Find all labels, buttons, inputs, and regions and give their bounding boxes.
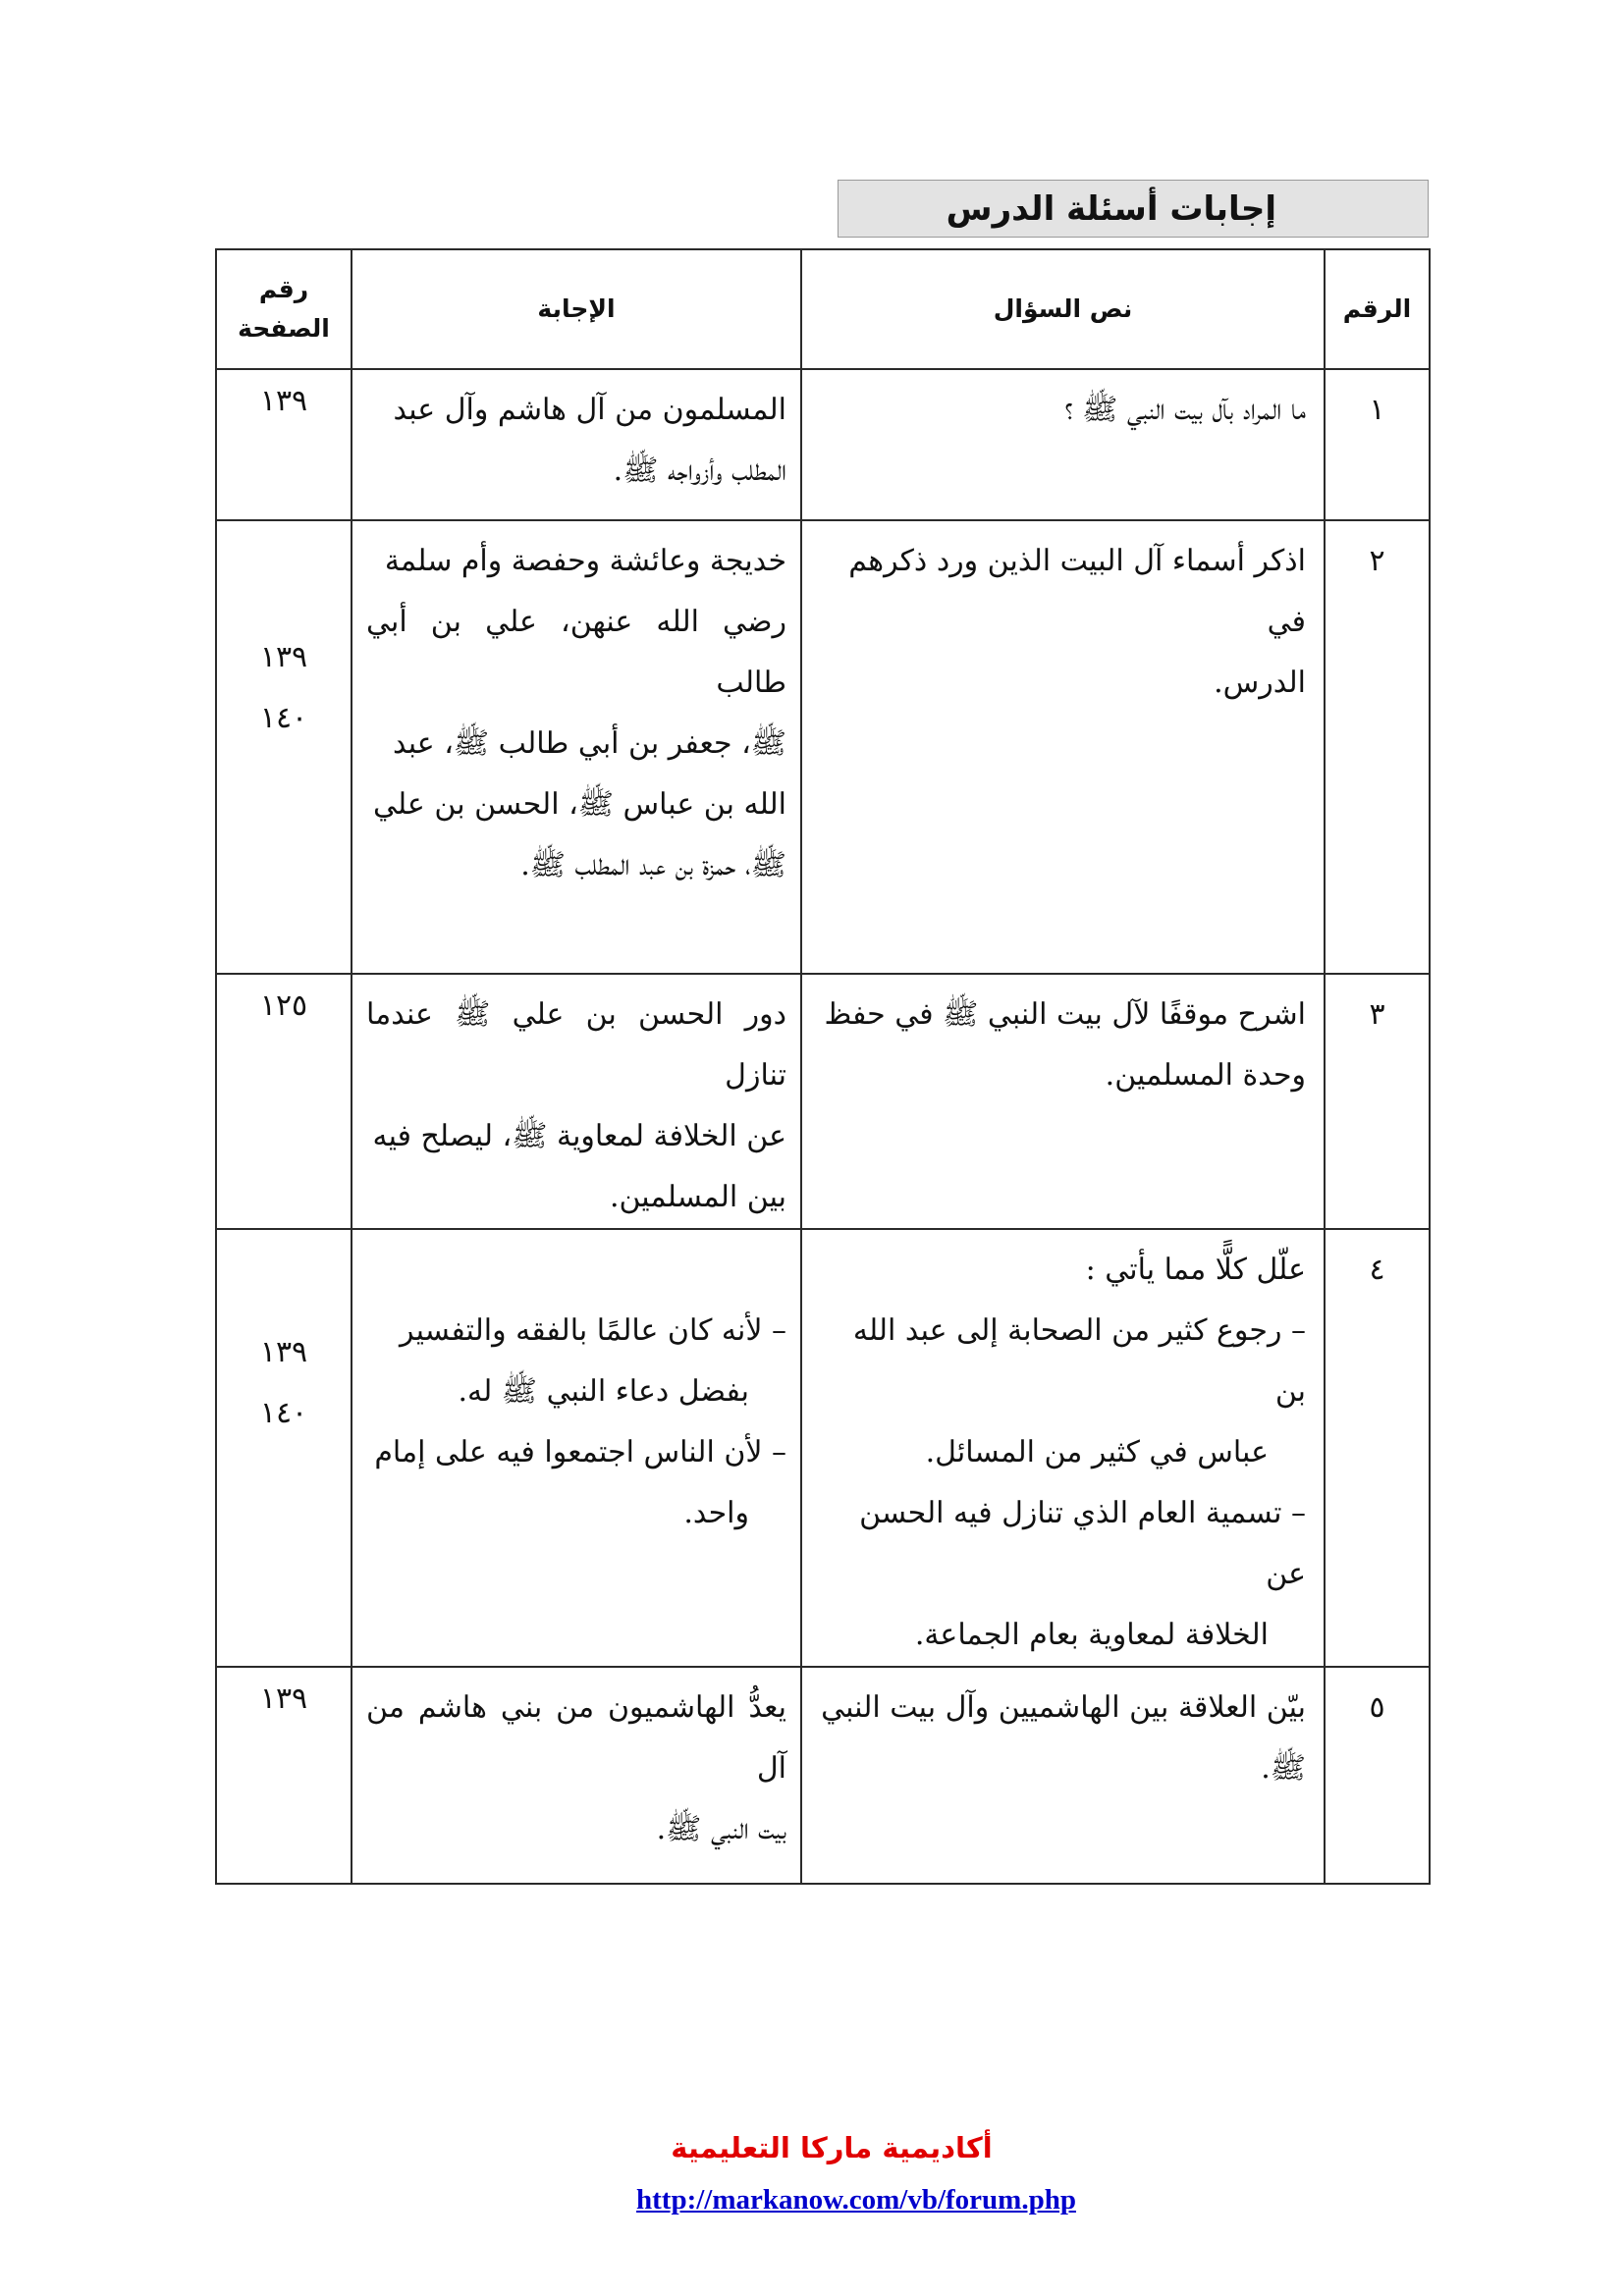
question-line: ﷺ. <box>1261 1751 1306 1786</box>
question-cell <box>801 974 1325 1229</box>
header-question: نص السؤال <box>801 249 1325 369</box>
page-title: إجابات أسئلة الدرس <box>838 180 1429 238</box>
question-cell <box>801 1229 1325 1667</box>
table-header-row <box>216 249 1430 369</box>
header-page <box>216 249 352 369</box>
answer-line: يعدُّ الهاشميون من بني هاشم من آل <box>366 1690 786 1786</box>
page-cell <box>216 520 352 974</box>
answer-item-continued: بفضل دعاء النبي ﷺ له. <box>458 1374 749 1409</box>
answers-table <box>215 248 1431 1885</box>
page-number: ١٣٩ <box>259 1335 308 1369</box>
answer-line: المطلب وأزواجه ﷺ. <box>613 454 786 488</box>
question-item: – تسمية العام الذي تنازل فيه الحسن عن <box>859 1496 1306 1591</box>
page-cell <box>216 369 352 520</box>
answer-item: – لأنه كان عالمًا بالفقه والتفسير <box>400 1313 786 1348</box>
answer-cell <box>352 369 801 520</box>
answer-cell <box>352 974 801 1229</box>
question-cell <box>801 369 1325 520</box>
question-line: اذكر أسماء آل البيت الذين ورد ذكرهم في <box>848 544 1306 639</box>
answer-cell <box>352 520 801 974</box>
answer-line: ﷺ، حمزة بن عبد المطلب ﷺ. <box>520 848 786 882</box>
header-page-line2: الصفحة <box>238 314 330 343</box>
question-item-continued: عباس في كثير من المسائل. <box>925 1435 1269 1469</box>
question-cell <box>801 1667 1325 1884</box>
header-answer: الإجابة <box>352 249 801 369</box>
question-cell <box>801 520 1325 974</box>
row-number: ٣ <box>1325 974 1430 1229</box>
question-item: – رجوع كثير من الصحابة إلى عبد الله بن <box>852 1313 1306 1409</box>
header-number: الرقم <box>1325 249 1430 369</box>
page-number: ١٤٠ <box>259 701 308 735</box>
header-page-line1: رقم <box>258 275 309 303</box>
question-line: ما المراد بآل بيت النبي ﷺ ؟ <box>1064 393 1306 427</box>
page-number: ١٣٩ <box>259 640 308 674</box>
question-line: وحدة المسلمين. <box>1105 1058 1306 1093</box>
page-number: ١٣٩ <box>259 384 308 418</box>
table-row <box>216 974 1430 1229</box>
answer-line: عن الخلافة لمعاوية ﷺ، ليصلح فيه <box>372 1119 786 1153</box>
page-cell <box>216 974 352 1229</box>
answer-line: بين المسلمين. <box>609 1180 786 1214</box>
answer-item-continued: واحد. <box>683 1496 749 1530</box>
answer-item: – لأن الناس اجتمعوا فيه على إمام <box>374 1435 786 1469</box>
row-number: ٥ <box>1325 1667 1430 1884</box>
page-number: ١٢٥ <box>259 988 308 1023</box>
footer-academy-name: أكاديمية ماركا التعليمية <box>671 2131 993 2164</box>
answer-line: بيت النبي ﷺ. <box>656 1812 786 1846</box>
question-line: الدرس. <box>1214 666 1306 700</box>
table-row <box>216 369 1430 520</box>
answer-line: دور الحسن بن علي ﷺ عندما تنازل <box>366 997 786 1093</box>
row-number: ١ <box>1325 369 1430 520</box>
page-cell <box>216 1229 352 1667</box>
answer-line: ﷺ، جعفر بن أبي طالب ﷺ، عبد <box>392 726 786 761</box>
table-row <box>216 520 1430 974</box>
answer-cell <box>352 1229 801 1667</box>
table-row <box>216 1229 1430 1667</box>
question-intro: علّل كلًّا مما يأتي : <box>1085 1253 1306 1287</box>
row-number: ٢ <box>1325 520 1430 974</box>
footer-url-link[interactable]: http://markanow.com/vb/forum.php <box>636 2184 1076 2216</box>
answer-line: خديجة وعائشة وحفصة وأم سلمة <box>384 544 786 578</box>
page-cell <box>216 1667 352 1884</box>
table-row <box>216 1667 1430 1884</box>
question-line: اشرح موقفًا لآل بيت النبي ﷺ في حفظ <box>824 997 1306 1032</box>
answer-line: الله بن عباس ﷺ، الحسن بن علي <box>373 787 786 822</box>
answer-cell <box>352 1667 801 1884</box>
page-number: ١٤٠ <box>259 1396 308 1430</box>
question-line: بيّن العلاقة بين الهاشميين وآل بيت النبي <box>821 1690 1306 1725</box>
answer-line: المسلمون من آل هاشم وآل عبد <box>393 393 786 427</box>
question-item-continued: الخلافة لمعاوية بعام الجماعة. <box>914 1618 1269 1652</box>
row-number: ٤ <box>1325 1229 1430 1667</box>
answer-line: رضي الله عنهن، علي بن أبي طالب <box>366 605 786 700</box>
page-number: ١٣٩ <box>259 1682 308 1716</box>
